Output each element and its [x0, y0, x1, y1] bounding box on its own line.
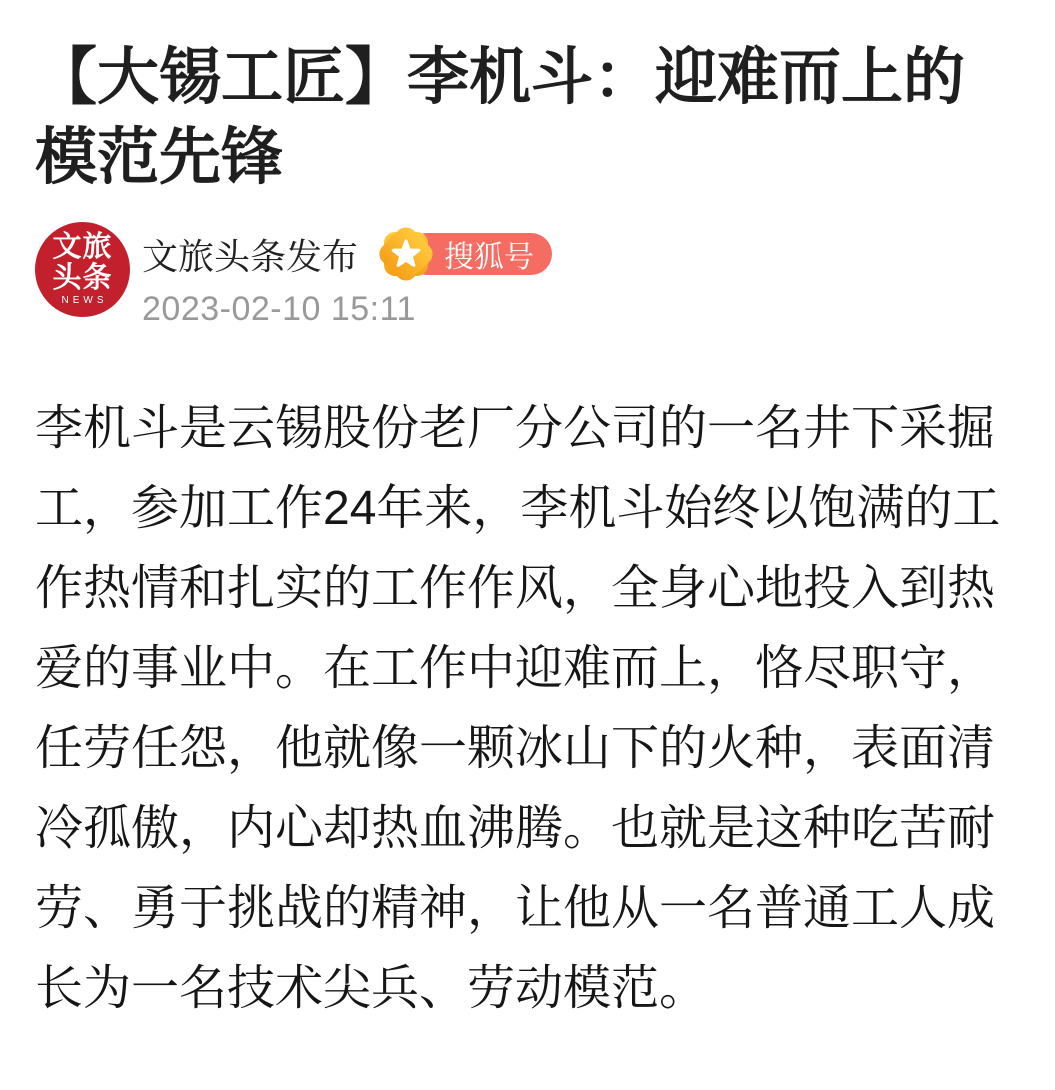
publisher-row: [35, 222, 1020, 329]
sohu-account-badge[interactable]: [374, 222, 552, 286]
publisher-avatar[interactable]: [35, 222, 130, 317]
publisher-logo-news-label: NEWS: [61, 295, 108, 306]
publisher-name[interactable]: 文旅头条发布: [142, 235, 359, 277]
article-page: [0, 38, 1055, 1090]
sohu-badge-label: 搜狐号: [406, 233, 552, 275]
publisher-logo-text-bottom: 头条: [52, 262, 113, 294]
publisher-info: [142, 222, 552, 329]
star-seal-icon: [374, 222, 438, 286]
publisher-name-row: [142, 222, 552, 286]
article-body: 李机斗是云锡股份老厂分公司的一名井下采掘工，参加工作24年来，李机斗始终以饱满的工作热情和扎实的工作作风，全身心地投入到热爱的事业中。在工作中迎难而上，恪尽职守，任劳任怨，他就像一颗冰山下的火种，表面清冷孤傲，内心却热血沸腾。也就是这种吃苦耐劳、勇于挑战的精神，让他从一名普通工人成长为一名技术尖兵、劳动模范。: [35, 402, 1001, 1015]
publisher-logo-text-top: 文旅: [52, 231, 113, 263]
article-title: 【大锡工匠】李机斗：迎难而上的模范先锋: [35, 43, 966, 192]
publish-date: 2023-02-10 15:11: [142, 290, 416, 328]
